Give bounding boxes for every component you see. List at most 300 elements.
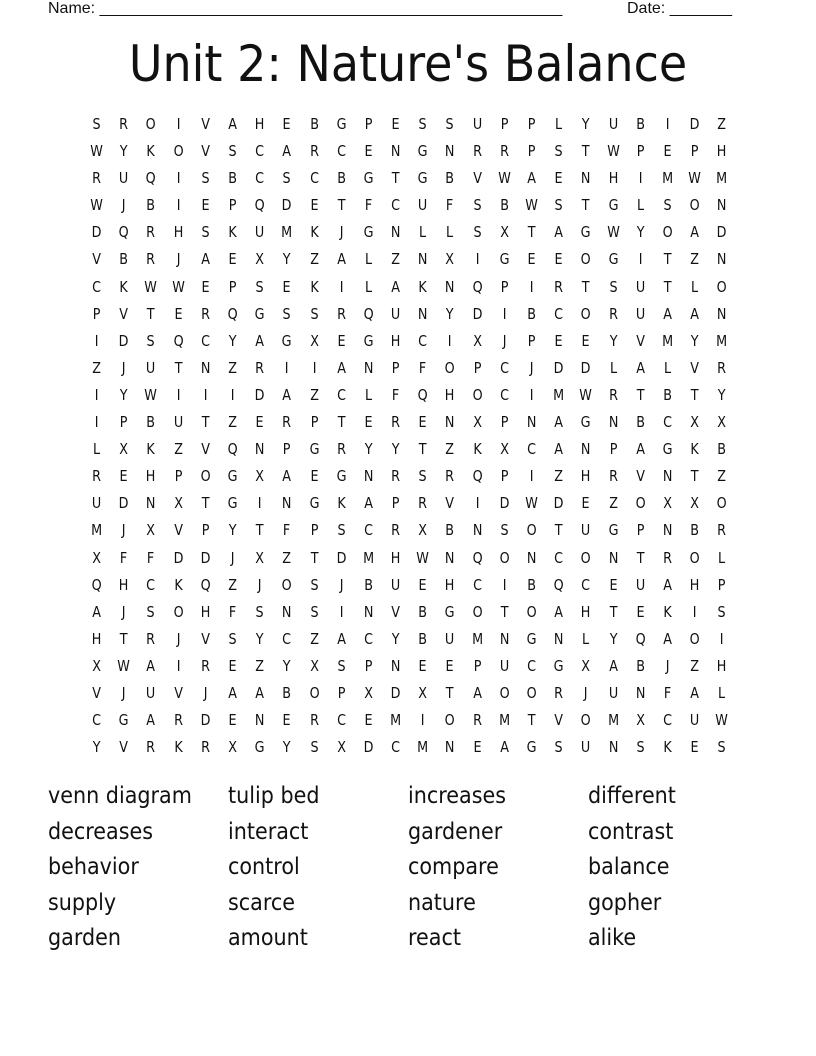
grid-letter[interactable]: X (228, 738, 237, 757)
grid-letter[interactable]: Z (309, 250, 319, 269)
grid-letter[interactable]: D (472, 304, 483, 323)
grid-letter[interactable]: T (636, 385, 645, 404)
grid-letter[interactable]: H (200, 602, 211, 621)
grid-letter[interactable]: O (173, 602, 184, 621)
grid-letter[interactable]: S (717, 602, 726, 621)
grid-letter[interactable]: R (92, 169, 102, 188)
grid-letter[interactable]: M (716, 331, 728, 350)
grid-letter[interactable]: G (608, 196, 619, 215)
grid-letter[interactable]: S (337, 521, 346, 540)
grid-letter[interactable]: U (608, 115, 618, 133)
grid-letter[interactable]: C (554, 304, 564, 323)
grid-letter[interactable]: U (390, 575, 401, 594)
grid-letter[interactable]: I (94, 331, 99, 350)
grid-letter[interactable]: O (445, 358, 456, 377)
grid-letter[interactable]: N (581, 440, 591, 459)
grid-letter[interactable]: S (636, 738, 645, 757)
grid-letter[interactable]: I (475, 494, 480, 513)
grid-letter[interactable]: T (174, 358, 183, 377)
grid-letter[interactable]: A (391, 277, 401, 296)
grid-letter[interactable]: N (445, 413, 455, 432)
grid-letter[interactable]: I (339, 277, 344, 296)
grid-letter[interactable]: H (581, 602, 591, 621)
grid-letter[interactable]: T (255, 521, 264, 540)
grid-letter[interactable]: F (446, 196, 454, 215)
grid-letter[interactable]: P (500, 277, 509, 296)
grid-letter[interactable]: W (606, 142, 620, 161)
grid-letter[interactable]: G (336, 467, 347, 486)
grid-letter[interactable]: K (173, 738, 183, 757)
grid-letter[interactable]: O (580, 548, 591, 567)
grid-letter[interactable]: Z (92, 358, 101, 377)
grid-letter[interactable]: P (228, 277, 237, 296)
grid-letter[interactable]: N (581, 169, 591, 188)
grid-letter[interactable]: B (527, 575, 536, 594)
grid-letter[interactable]: W (144, 277, 158, 296)
grid-letter[interactable]: G (227, 494, 238, 513)
grid-letter[interactable]: G (363, 331, 374, 350)
grid-letter[interactable]: N (363, 602, 374, 621)
grid-letter[interactable]: C (663, 711, 672, 730)
grid-letter[interactable]: J (121, 683, 126, 702)
grid-letter[interactable]: X (472, 413, 482, 432)
grid-letter[interactable]: A (146, 711, 156, 730)
grid-letter[interactable]: N (418, 304, 428, 323)
grid-letter[interactable]: C (499, 358, 509, 377)
grid-letter[interactable]: Y (119, 385, 128, 404)
grid-letter[interactable]: P (310, 521, 318, 540)
grid-letter[interactable]: I (420, 711, 425, 730)
grid-letter[interactable]: F (364, 196, 373, 215)
grid-letter[interactable]: H (390, 331, 401, 350)
grid-letter[interactable]: C (336, 711, 346, 730)
grid-letter[interactable]: V (554, 711, 564, 730)
grid-letter[interactable]: J (121, 358, 126, 377)
grid-letter[interactable]: E (119, 467, 128, 486)
grid-letter[interactable]: A (635, 440, 645, 459)
grid-letter[interactable]: R (146, 738, 156, 757)
grid-letter[interactable]: G (417, 142, 428, 161)
grid-letter[interactable]: B (364, 575, 373, 594)
grid-letter[interactable]: M (716, 169, 728, 188)
grid-letter[interactable]: J (584, 683, 588, 702)
grid-letter[interactable]: T (147, 304, 155, 323)
grid-letter[interactable]: J (665, 656, 670, 675)
grid-letter[interactable]: W (498, 169, 511, 188)
grid-letter[interactable]: R (499, 142, 509, 161)
grid-letter[interactable]: W (579, 385, 593, 404)
grid-letter[interactable]: G (608, 521, 619, 540)
grid-letter[interactable]: S (609, 277, 618, 296)
grid-letter[interactable]: S (201, 223, 210, 242)
grid-letter[interactable]: L (718, 548, 726, 567)
grid-letter[interactable]: J (502, 331, 507, 350)
grid-letter[interactable]: N (390, 223, 401, 242)
grid-letter[interactable]: S (146, 602, 156, 621)
grid-letter[interactable]: L (636, 196, 644, 215)
grid-letter[interactable]: X (255, 467, 265, 486)
grid-letter[interactable]: O (499, 548, 510, 567)
grid-letter[interactable]: N (526, 413, 537, 432)
grid-letter[interactable]: B (635, 413, 645, 432)
grid-letter[interactable]: K (418, 277, 428, 296)
grid-letter[interactable]: R (336, 304, 346, 323)
grid-letter[interactable]: N (390, 656, 401, 675)
grid-letter[interactable]: V (690, 358, 700, 377)
grid-letter[interactable]: N (499, 629, 510, 648)
grid-letter[interactable]: S (554, 738, 563, 757)
grid-letter[interactable]: E (364, 142, 373, 161)
grid-letter[interactable]: S (554, 196, 563, 215)
grid-letter[interactable]: L (364, 385, 373, 404)
grid-letter[interactable]: J (203, 683, 208, 702)
grid-letter[interactable]: R (472, 711, 482, 730)
grid-letter[interactable]: B (527, 304, 536, 323)
grid-letter[interactable]: B (119, 250, 129, 269)
grid-letter[interactable]: E (636, 602, 645, 621)
grid-letter[interactable]: P (718, 575, 726, 594)
grid-letter[interactable]: O (472, 602, 483, 621)
grid-letter[interactable]: Q (200, 575, 211, 594)
grid-letter[interactable]: L (609, 358, 617, 377)
grid-letter[interactable]: S (310, 602, 319, 621)
grid-letter[interactable]: C (364, 629, 373, 648)
grid-letter[interactable]: H (254, 115, 265, 133)
grid-letter[interactable]: C (255, 169, 265, 188)
grid-letter[interactable]: M (471, 629, 483, 648)
grid-letter[interactable]: P (527, 115, 536, 133)
grid-letter[interactable]: V (445, 494, 455, 513)
grid-letter[interactable]: N (717, 304, 727, 323)
grid-letter[interactable]: B (717, 440, 727, 459)
grid-letter[interactable]: L (663, 358, 672, 377)
grid-letter[interactable]: N (608, 548, 618, 567)
grid-letter[interactable]: A (690, 304, 700, 323)
grid-letter[interactable]: D (716, 223, 727, 242)
grid-letter[interactable]: G (608, 250, 619, 269)
grid-letter[interactable]: A (554, 413, 564, 432)
grid-letter[interactable]: R (418, 494, 428, 513)
grid-letter[interactable]: Z (309, 385, 319, 404)
grid-letter[interactable]: A (663, 304, 672, 323)
grid-letter[interactable]: O (472, 385, 483, 404)
grid-letter[interactable]: Y (92, 738, 101, 757)
grid-letter[interactable]: D (200, 711, 211, 730)
grid-letter[interactable]: Q (472, 548, 483, 567)
grid-letter[interactable]: Y (228, 521, 237, 540)
grid-letter[interactable]: D (553, 358, 564, 377)
grid-letter[interactable]: C (663, 413, 672, 432)
grid-letter[interactable]: B (146, 413, 156, 432)
grid-letter[interactable]: O (689, 629, 700, 648)
grid-letter[interactable]: P (473, 358, 482, 377)
grid-letter[interactable]: O (309, 683, 320, 702)
grid-letter[interactable]: U (255, 223, 265, 242)
grid-letter[interactable]: B (282, 683, 292, 702)
grid-letter[interactable]: T (201, 413, 210, 432)
grid-letter[interactable]: R (663, 548, 672, 567)
grid-letter[interactable]: T (391, 169, 400, 188)
grid-letter[interactable]: S (473, 196, 482, 215)
grid-letter[interactable]: L (364, 250, 373, 269)
grid-letter[interactable]: A (472, 683, 482, 702)
grid-letter[interactable]: Q (145, 169, 156, 188)
grid-letter[interactable]: Y (283, 738, 291, 757)
grid-letter[interactable]: O (716, 494, 727, 513)
grid-letter[interactable]: K (309, 223, 319, 242)
grid-letter[interactable]: C (418, 331, 428, 350)
grid-letter[interactable]: A (554, 223, 564, 242)
grid-letter[interactable]: A (364, 494, 373, 513)
grid-letter[interactable]: A (608, 656, 618, 675)
grid-letter[interactable]: C (255, 142, 265, 161)
grid-letter[interactable]: U (635, 304, 646, 323)
grid-letter[interactable]: V (173, 683, 183, 702)
grid-letter[interactable]: E (418, 656, 427, 675)
grid-letter[interactable]: N (254, 440, 265, 459)
grid-letter[interactable]: E (201, 196, 210, 215)
grid-letter[interactable]: F (391, 385, 400, 404)
grid-letter[interactable]: E (581, 331, 590, 350)
grid-letter[interactable]: K (309, 277, 319, 296)
grid-letter[interactable]: C (527, 440, 537, 459)
grid-letter[interactable]: T (337, 196, 346, 215)
grid-letter[interactable]: R (200, 738, 210, 757)
grid-letter[interactable]: I (176, 115, 181, 133)
grid-letter[interactable]: K (146, 142, 156, 161)
grid-letter[interactable]: O (526, 683, 537, 702)
grid-letter[interactable]: Y (255, 629, 264, 648)
grid-letter[interactable]: E (663, 142, 672, 161)
grid-letter[interactable]: E (473, 738, 482, 757)
grid-letter[interactable]: D (390, 683, 401, 702)
grid-letter[interactable]: P (310, 413, 318, 432)
grid-letter[interactable]: O (526, 602, 537, 621)
grid-letter[interactable]: Z (445, 440, 455, 459)
grid-letter[interactable]: V (200, 440, 210, 459)
grid-letter[interactable]: A (228, 683, 237, 702)
grid-letter[interactable]: R (119, 115, 129, 133)
grid-letter[interactable]: D (336, 548, 347, 567)
grid-letter[interactable]: A (255, 331, 265, 350)
grid-letter[interactable]: P (283, 440, 291, 459)
grid-letter[interactable]: L (364, 277, 373, 296)
grid-letter[interactable]: E (581, 494, 590, 513)
grid-letter[interactable]: Y (609, 629, 618, 648)
grid-letter[interactable]: C (391, 196, 401, 215)
grid-letter[interactable]: W (416, 548, 430, 567)
grid-letter[interactable]: A (282, 385, 292, 404)
grid-letter[interactable]: P (500, 413, 509, 432)
grid-letter[interactable]: I (638, 250, 643, 269)
grid-letter[interactable]: E (554, 331, 563, 350)
grid-letter[interactable]: C (146, 575, 156, 594)
grid-letter[interactable]: N (635, 683, 646, 702)
grid-letter[interactable]: A (500, 738, 509, 757)
grid-letter[interactable]: A (200, 250, 210, 269)
grid-letter[interactable]: Z (309, 629, 319, 648)
grid-letter[interactable]: V (472, 169, 482, 188)
grid-letter[interactable]: T (582, 277, 590, 296)
grid-letter[interactable]: E (255, 413, 264, 432)
grid-letter[interactable]: G (254, 304, 265, 323)
grid-letter[interactable]: Y (391, 629, 400, 648)
grid-letter[interactable]: G (309, 494, 320, 513)
grid-letter[interactable]: G (526, 629, 537, 648)
grid-letter[interactable]: Z (391, 250, 401, 269)
grid-letter[interactable]: Q (173, 331, 184, 350)
grid-letter[interactable]: Q (472, 277, 483, 296)
grid-letter[interactable]: E (391, 115, 400, 133)
grid-letter[interactable]: O (580, 250, 591, 269)
grid-letter[interactable]: B (418, 629, 428, 648)
grid-letter[interactable]: U (146, 683, 156, 702)
grid-letter[interactable]: N (254, 711, 265, 730)
grid-letter[interactable]: X (364, 683, 373, 702)
grid-letter[interactable]: Q (417, 385, 428, 404)
grid-letter[interactable]: I (94, 413, 99, 432)
grid-letter[interactable]: O (580, 304, 591, 323)
grid-letter[interactable]: V (635, 331, 645, 350)
grid-letter[interactable]: M (662, 331, 674, 350)
grid-letter[interactable]: X (635, 711, 645, 730)
grid-letter[interactable]: J (339, 575, 344, 594)
grid-letter[interactable]: A (663, 575, 672, 594)
grid-letter[interactable]: R (200, 656, 210, 675)
grid-letter[interactable]: W (688, 169, 702, 188)
grid-letter[interactable]: I (94, 385, 99, 404)
grid-letter[interactable]: X (690, 494, 700, 513)
grid-letter[interactable]: X (336, 738, 346, 757)
grid-letter[interactable]: M (498, 711, 510, 730)
grid-letter[interactable]: M (662, 169, 674, 188)
grid-letter[interactable]: Q (118, 223, 129, 242)
grid-letter[interactable]: H (146, 467, 156, 486)
grid-letter[interactable]: E (174, 304, 183, 323)
grid-letter[interactable]: F (120, 548, 128, 567)
grid-letter[interactable]: U (445, 629, 455, 648)
grid-letter[interactable]: S (282, 304, 291, 323)
grid-letter[interactable]: B (418, 602, 428, 621)
grid-letter[interactable]: B (228, 169, 237, 188)
grid-letter[interactable]: E (228, 711, 237, 730)
grid-letter[interactable]: S (228, 142, 237, 161)
grid-letter[interactable]: S (418, 115, 427, 133)
grid-letter[interactable]: I (285, 358, 289, 377)
grid-letter[interactable]: Y (690, 331, 699, 350)
grid-letter[interactable]: G (526, 738, 537, 757)
grid-letter[interactable]: O (281, 575, 292, 594)
grid-letter[interactable]: W (606, 223, 620, 242)
grid-letter[interactable]: S (310, 738, 319, 757)
grid-letter[interactable]: Y (228, 331, 237, 350)
grid-letter[interactable]: L (93, 440, 101, 459)
grid-letter[interactable]: E (201, 277, 210, 296)
grid-letter[interactable]: Y (718, 385, 726, 404)
grid-letter[interactable]: W (715, 711, 729, 730)
grid-letter[interactable]: E (418, 575, 427, 594)
grid-letter[interactable]: S (500, 521, 509, 540)
grid-letter[interactable]: Z (554, 467, 564, 486)
grid-letter[interactable]: R (200, 304, 210, 323)
grid-letter[interactable]: N (526, 548, 537, 567)
grid-letter[interactable]: P (391, 494, 400, 513)
grid-letter[interactable]: R (472, 142, 482, 161)
grid-letter[interactable]: K (690, 440, 699, 459)
grid-letter[interactable]: H (689, 575, 700, 594)
grid-letter[interactable]: R (146, 223, 156, 242)
grid-letter[interactable]: N (445, 548, 455, 567)
grid-letter[interactable]: I (638, 169, 643, 188)
grid-letter[interactable]: D (254, 385, 265, 404)
grid-letter[interactable]: E (364, 711, 373, 730)
grid-letter[interactable]: P (391, 358, 400, 377)
grid-letter[interactable]: I (230, 385, 235, 404)
grid-letter[interactable]: S (554, 142, 563, 161)
grid-letter[interactable]: N (418, 250, 428, 269)
grid-letter[interactable]: I (529, 385, 534, 404)
grid-letter[interactable]: I (692, 602, 697, 621)
grid-letter[interactable]: C (499, 385, 509, 404)
grid-letter[interactable]: D (363, 738, 374, 757)
grid-letter[interactable]: C (554, 548, 564, 567)
grid-letter[interactable]: V (200, 629, 210, 648)
grid-letter[interactable]: U (390, 304, 401, 323)
grid-letter[interactable]: O (499, 683, 510, 702)
grid-letter[interactable]: G (445, 602, 455, 621)
grid-letter[interactable]: K (119, 277, 128, 296)
grid-letter[interactable]: U (581, 521, 591, 540)
grid-letter[interactable]: Z (690, 656, 700, 675)
grid-letter[interactable]: V (200, 142, 210, 161)
grid-letter[interactable]: E (445, 656, 455, 675)
grid-letter[interactable]: V (92, 250, 101, 269)
grid-letter[interactable]: V (635, 467, 645, 486)
grid-letter[interactable]: N (390, 142, 401, 161)
grid-letter[interactable]: S (445, 115, 455, 133)
grid-letter[interactable]: R (554, 277, 564, 296)
grid-letter[interactable]: K (337, 494, 346, 513)
grid-letter[interactable]: R (173, 711, 183, 730)
grid-letter[interactable]: U (635, 277, 646, 296)
grid-letter[interactable]: Z (173, 440, 183, 459)
grid-letter[interactable]: J (230, 548, 235, 567)
grid-letter[interactable]: N (146, 494, 156, 513)
grid-letter[interactable]: F (147, 548, 155, 567)
grid-letter[interactable]: N (445, 142, 455, 161)
grid-letter[interactable]: G (581, 223, 591, 242)
grid-letter[interactable]: N (662, 521, 673, 540)
grid-letter[interactable]: E (228, 656, 237, 675)
grid-letter[interactable]: K (228, 223, 237, 242)
grid-letter[interactable]: X (309, 656, 319, 675)
grid-letter[interactable]: Z (717, 115, 727, 133)
grid-letter[interactable]: X (472, 331, 482, 350)
grid-letter[interactable]: I (203, 385, 208, 404)
grid-letter[interactable]: N (472, 521, 482, 540)
grid-letter[interactable]: T (582, 142, 590, 161)
grid-letter[interactable]: M (91, 521, 103, 540)
grid-letter[interactable]: R (309, 142, 319, 161)
date-field-label[interactable]: Date: _______ (627, 0, 732, 17)
grid-letter[interactable]: R (608, 467, 618, 486)
grid-letter[interactable]: F (228, 602, 237, 621)
grid-letter[interactable]: Z (255, 656, 265, 675)
grid-letter[interactable]: Q (472, 467, 483, 486)
grid-letter[interactable]: A (92, 602, 101, 621)
grid-letter[interactable]: U (581, 738, 591, 757)
grid-letter[interactable]: Z (717, 467, 727, 486)
